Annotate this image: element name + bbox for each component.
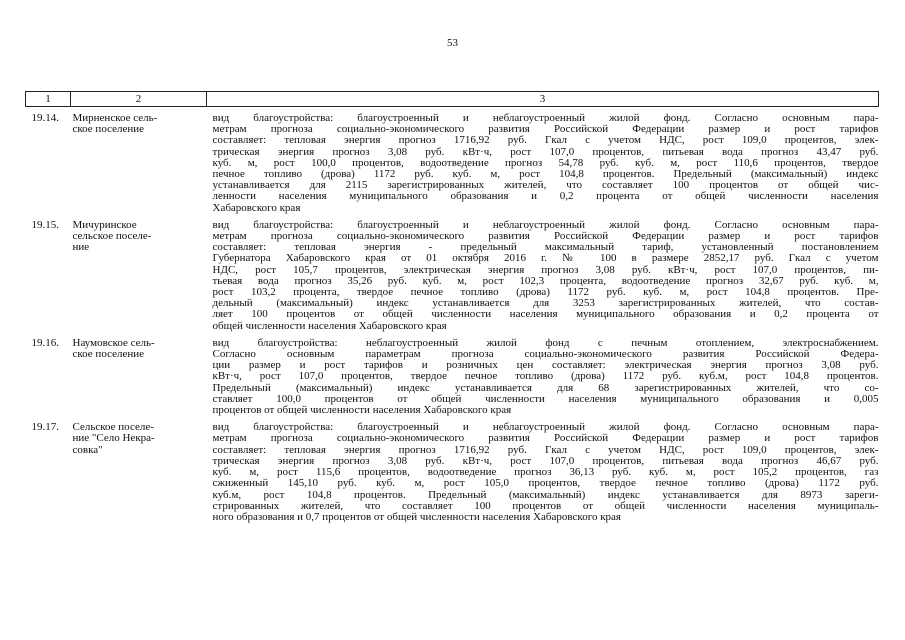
settlement-name bbox=[71, 107, 207, 214]
table-row bbox=[26, 107, 879, 214]
tariff-table bbox=[25, 91, 879, 523]
description-line: составляет: тепловая энергия прогноз 1716,92 руб. Гкал с учетом НДС, рост 109,0 процентов, элек- bbox=[212, 443, 879, 456]
row-number: 19.17. bbox=[31, 421, 59, 434]
table-row bbox=[26, 214, 879, 332]
description-line: общей численности населения Хабаровского края bbox=[212, 319, 447, 332]
column-header-3: 3 bbox=[207, 92, 879, 107]
tariff-description bbox=[207, 416, 879, 523]
column-header-1: 1 bbox=[26, 92, 71, 107]
description-line: ного образования и 0,7 процентов от общей численности населения Хабаровского края bbox=[212, 510, 621, 523]
description-line: процентов от общей численности населения Хабаровского края bbox=[212, 404, 512, 417]
description-line: вид благоустройства: благоустроенный и неблагоустроенный жилой фонд. Согласно основным пара- bbox=[212, 112, 879, 124]
description-line: Предельный (максимальный) индекс устанавливается для 68 зарегистрированных жителей, что со- bbox=[212, 381, 879, 394]
settlement-name-line: ние "Село Некра- bbox=[72, 432, 155, 445]
table-body bbox=[26, 107, 879, 524]
description-line: сжиженный 145,10 руб. куб. м, рост 105,0 процентов, твердое печное топливо (дрова) 1172 руб. bbox=[212, 477, 879, 490]
settlement-name-line: ское поселение bbox=[72, 348, 145, 361]
description-line: метрам прогноза социально-экономического развития Российской Федерации размер и рост тарифов bbox=[212, 230, 879, 243]
description-line: ставляет 100,0 процентов от общей численности населения муниципального образования и 0,005 bbox=[212, 392, 879, 405]
row-number: 19.15. bbox=[31, 218, 59, 231]
settlement-name-line: Наумовское сель- bbox=[72, 336, 155, 349]
description-line: составляет: тепловая энергия - предельный максимальный тариф, установленный постановлением bbox=[212, 241, 879, 254]
page-number: 53 bbox=[447, 37, 458, 49]
column-header-2: 2 bbox=[71, 92, 207, 107]
description-line: стрированных жителей, что составляет 100 процентов от общей численности населения муниципаль- bbox=[212, 499, 879, 512]
tariff-description bbox=[207, 107, 879, 214]
description-line: метрам прогноза социально-экономического развития Российской Федерации размер и рост тарифов bbox=[212, 432, 879, 445]
settlement-name-line: сельское поселе- bbox=[72, 230, 152, 243]
description-line: дельный (максимальный) индекс устанавливается для 3253 зарегистрированных жителей, что состав- bbox=[212, 297, 879, 310]
description-line: ляет 100 процентов от общей численности населения муниципального образования и 0,2 процента от bbox=[212, 308, 879, 321]
description-line: рост 103,2 процента, твердое печное топливо (дрова) 1172 руб. куб. м, рост 104,8 процентов. Пре- bbox=[212, 286, 879, 299]
table-row bbox=[26, 332, 879, 416]
description-line: вид благоустройства: благоустроенный и неблагоустроенный жилой фонд. Согласно основным пара- bbox=[212, 421, 879, 434]
description-line: трическая энергия прогноз 3,08 руб. кВт·ч, рост 107,0 процентов, питьевая вода прогноз 43,47 руб. bbox=[212, 145, 879, 158]
description-line: ции размер и рост тарифов и розничных цен составляет: электрическая энергия прогноз 3,08 руб. bbox=[212, 359, 879, 372]
settlement-name-line: ское поселение bbox=[72, 123, 145, 136]
settlement-name bbox=[71, 214, 207, 332]
description-line: трическая энергия прогноз 3,08 руб. кВт·ч, рост 107,0 процентов, питьевая вода прогноз 46,67 руб. bbox=[212, 454, 879, 467]
description-line: кВт·ч, рост 107,0 процентов, твердое печное топливо (дрова) 1172 руб. куб.м, рост 104,8 процентов. bbox=[212, 370, 879, 383]
settlement-name-line: совка" bbox=[72, 443, 103, 456]
description-line: составляет: тепловая энергия прогноз 1716,92 руб. Гкал с учетом НДС, рост 109,0 процентов, элек- bbox=[212, 134, 879, 147]
description-line: Губернатора Хабаровского края от 01 октября 2016 г. № 100 в размере 2852,17 руб. Гкал с учетом bbox=[212, 252, 879, 265]
settlement-name bbox=[71, 332, 207, 416]
row-number: 19.14. bbox=[31, 112, 59, 124]
description-line: Согласно основным параметрам прогноза социально-экономического развития Российской Федера- bbox=[212, 348, 879, 361]
row-number: 19.16. bbox=[31, 336, 59, 349]
description-line: куб.м, рост 104,8 процентов. Предельный (максимальный) индекс устанавливается для 8973 зареги- bbox=[212, 488, 879, 501]
description-line: печное топливо (дрова) 1172 руб. куб. м, рост 104,8 процентов. Предельный (максимальный) индекс bbox=[212, 168, 879, 181]
description-line: ленности населения муниципального образования и 0,2 процента от общей численности населения bbox=[212, 190, 879, 203]
settlement-name bbox=[71, 416, 207, 523]
description-line: вид благоустройства: неблагоустроенный жилой фонд с печным отоплением, электроснабжением. bbox=[212, 336, 879, 349]
settlement-name-line: Сельское поселе- bbox=[72, 421, 154, 434]
description-line: тьевая вода прогноз 35,26 руб. куб. м, рост 102,3 процента, водоотведение прогноз 32,67 руб. куб. м, bbox=[212, 274, 879, 287]
description-line: метрам прогноза социально-экономического развития Российской Федерации размер и рост тарифов bbox=[212, 123, 879, 136]
description-line: Хабаровского края bbox=[212, 201, 301, 214]
header-row bbox=[26, 92, 879, 107]
description-line: НДС, рост 105,7 процентов, электрическая энергия прогноз 3,08 руб. кВт·ч, рост 107,0 процентов, пи- bbox=[212, 263, 879, 276]
description-line: вид благоустройства: благоустроенный и неблагоустроенный жилой фонд. Согласно основным пара- bbox=[212, 218, 879, 231]
tariff-description bbox=[207, 214, 879, 332]
settlement-name-line: Мичуринское bbox=[72, 218, 137, 231]
settlement-name-line: Мирненское сель- bbox=[72, 112, 158, 124]
table-row bbox=[26, 416, 879, 523]
description-line: куб. м, рост 100,0 процентов, водоотведение прогноз 54,78 руб. куб. м, рост 110,6 процентов, твердое bbox=[212, 156, 879, 169]
tariff-description bbox=[207, 332, 879, 416]
description-line: куб. м, рост 115,6 процентов, водоотведение прогноз 36,13 руб. куб. м, рост 105,2 процентов, газ bbox=[212, 466, 879, 479]
settlement-name-line: ние bbox=[72, 241, 90, 254]
description-line: устанавливается для 2115 зарегистрированных жителей, что составляет 100 процентов от общей чис- bbox=[212, 179, 879, 192]
